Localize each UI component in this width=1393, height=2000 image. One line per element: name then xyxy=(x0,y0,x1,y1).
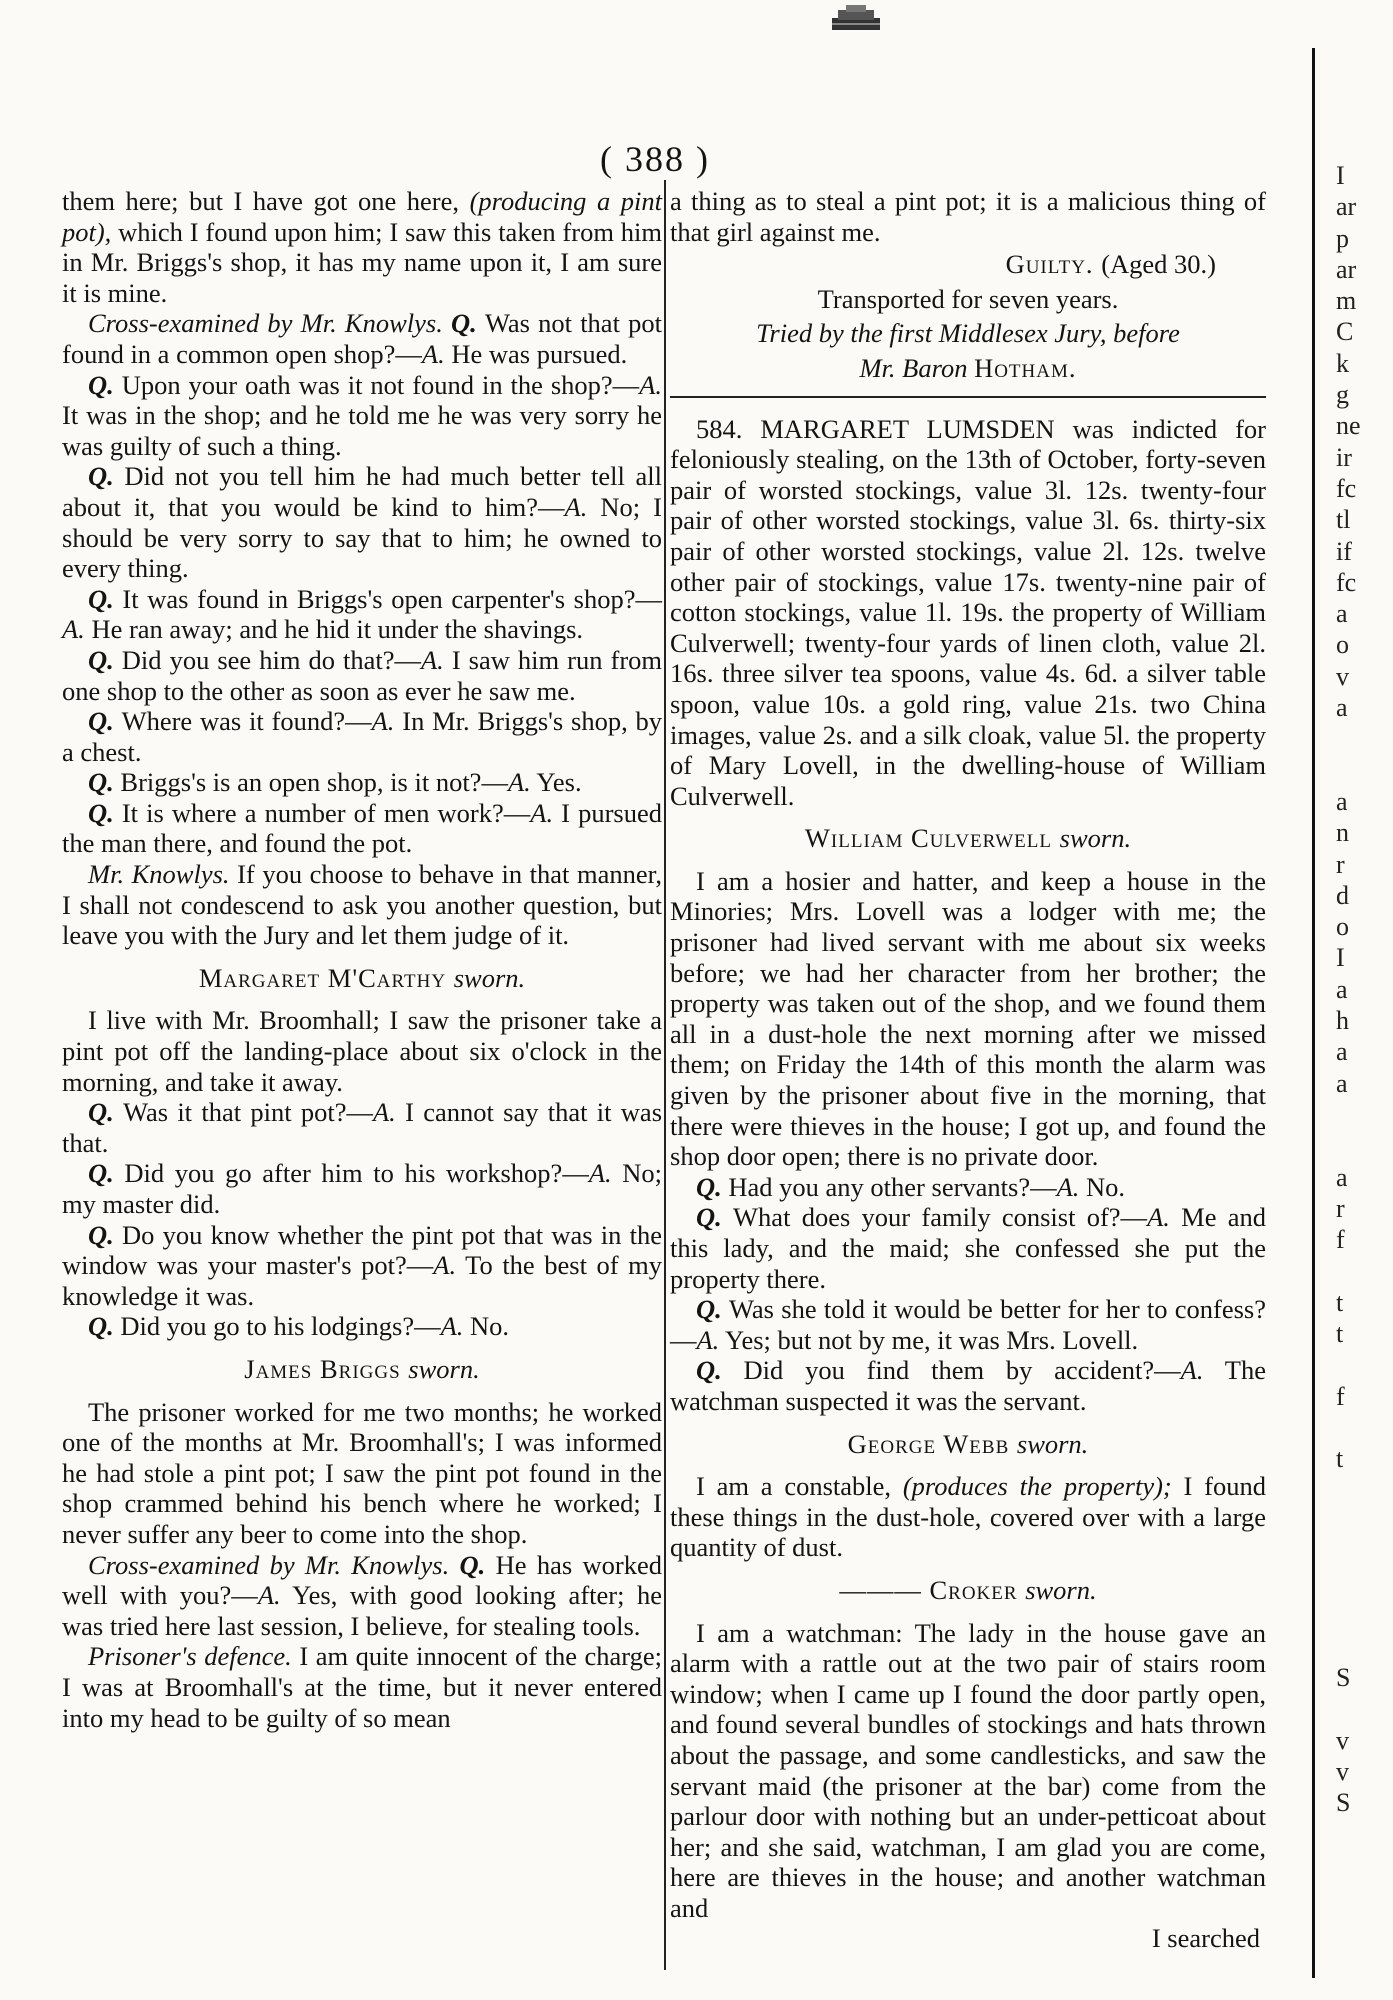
text-run: James Briggs xyxy=(244,1353,409,1384)
bleed-letter: fc xyxy=(1336,567,1357,597)
text-run: A. xyxy=(371,706,395,737)
text-run: I am a constable, xyxy=(696,1471,903,1502)
verdict xyxy=(670,249,1266,280)
bleed-letter xyxy=(1336,1255,1393,1286)
question-mark-label: Q. xyxy=(451,308,485,339)
text-run: (producing a pint pot), xyxy=(62,186,662,247)
text-run: 584. MARGARET LUMSDEN was indicted for feloniously stealing, on the 13th of October, forty-seven pair of worsted stockings, value 3l. 12s. twenty-four pair of other worsted stockings, value 3l. 6s. thirty-six pair of other worsted stockings, value 2l. 12s. twelve other pair of stockings, value 17s. twenty-nine pair of cotton stockings, value 1l. 19s. the property of William Culverwell; twenty-four yards of linen cloth, value 2l. 16s. three silver tea spoons, value 4s. 6d. a silver table spoon, value 10s. a gold ring, value 21s. two China images, value 2s. and a silk cloak, value 5l. the property of Mary Lovell, in the dwelling-house of William Culverwell. xyxy=(670,413,1266,811)
text-run: He was pursued. xyxy=(444,338,628,369)
text-run: I am quite innocent of the charge; I was at Broomhall's at the time, but it never entered into my head to be guilty of so mean xyxy=(62,1641,662,1733)
bleed-letter: v xyxy=(1336,1725,1349,1755)
paragraph xyxy=(62,1397,662,1550)
bleed-letter: t xyxy=(1336,1444,1344,1474)
paragraph xyxy=(670,1618,1266,1924)
text-run: A. xyxy=(62,614,85,645)
bleed-letter: a xyxy=(1336,599,1348,629)
text-run: A. xyxy=(696,1324,720,1355)
text-run: It was found in Briggs's open carpenter's shop?— xyxy=(122,583,662,614)
paragraph xyxy=(62,1097,662,1158)
bleed-letter: I xyxy=(1336,943,1345,973)
witness-heading xyxy=(62,963,662,994)
bleed-letter: a xyxy=(1336,1068,1348,1098)
bleed-letter: if xyxy=(1336,536,1352,566)
bleed-letter xyxy=(1336,723,1393,754)
paragraph xyxy=(62,308,662,369)
text-run: Guilty. xyxy=(1005,249,1102,280)
question-mark-label: Q. xyxy=(88,461,125,492)
text-run: sworn. xyxy=(1025,1574,1097,1605)
text-run: He has worked well with you?— xyxy=(62,1549,662,1611)
paragraph xyxy=(62,767,662,798)
text-run: Cross-examined by Mr. Knowlys. xyxy=(88,1549,460,1580)
text-run: I am a watchman: The lady in the house gave an alarm with a rattle out at the two pair of stairs room window; when I came up I found the door partly open, and found several bundles of stockings and hats thrown about the passage, and some candlesticks, and saw the servant maid (the prisoner at the bar) come from the parlour door with nothing but an under-petticoat about her; and she said, watchman, I am glad you are come, here are thieves in the house; and another watchman and xyxy=(670,1617,1266,1923)
bleed-letter: a xyxy=(1336,1037,1348,1067)
text-run: Briggs's is an open shop, is it not?— xyxy=(120,767,508,798)
text-run: A. xyxy=(507,767,531,798)
text-run: Did you find them by accident?— xyxy=(743,1355,1181,1386)
bleed-letter: a xyxy=(1336,1162,1348,1192)
text-run: them here; but I have got one here, xyxy=(62,186,470,216)
bleed-letter: f xyxy=(1336,1225,1345,1255)
bleed-letter xyxy=(1336,1600,1393,1631)
bleed-letter xyxy=(1336,1130,1393,1161)
text-run: A. xyxy=(440,1311,464,1342)
paragraph xyxy=(670,414,1266,812)
paragraph xyxy=(62,1311,662,1342)
text-run: No; my master did. xyxy=(62,1158,663,1219)
bleed-letter xyxy=(1336,1694,1393,1725)
bleed-letter xyxy=(1336,755,1393,786)
text-run: What does your family consist of?— xyxy=(733,1202,1148,1233)
text-run: sworn. xyxy=(1059,823,1132,854)
centered-line xyxy=(670,284,1266,315)
bleed-letter: f xyxy=(1336,1381,1345,1411)
text-run: No; I should be very sorry to say that to him; he owned to every thing. xyxy=(62,491,663,584)
text-run: Me and this lady, and the maid; she confessed she put the property there. xyxy=(670,1202,1267,1294)
bleed-letter: fc xyxy=(1336,473,1357,503)
text-run: Was she told it would be better for her to confess?— xyxy=(670,1294,1266,1355)
question-mark-label: Q. xyxy=(696,1294,730,1325)
question-mark-label: Q. xyxy=(88,644,122,675)
text-run: Was it that pint pot?— xyxy=(123,1097,373,1128)
paragraph xyxy=(62,1641,662,1733)
paragraph xyxy=(62,1220,662,1312)
text-run: sworn. xyxy=(453,962,526,993)
question-mark-label: Q. xyxy=(88,583,123,614)
text-run: A. xyxy=(564,491,588,522)
text-run: It is where a number of men work?— xyxy=(121,797,531,828)
text-run: Hotham. xyxy=(974,352,1077,383)
paragraph xyxy=(670,1294,1266,1355)
paragraph xyxy=(62,706,662,767)
bleed-letter xyxy=(1336,1537,1393,1568)
bleed-letter: n xyxy=(1336,818,1349,848)
text-run: which I found upon him; I saw this taken from him in Mr. Briggs's shop, it has my name upon it, I am sure it is mine. xyxy=(62,216,662,308)
bleed-letter: d xyxy=(1336,880,1349,910)
text-run: a thing as to steal a pint pot; it is a malicious thing of that girl against me. xyxy=(670,186,1266,247)
bleed-letter: C xyxy=(1336,317,1354,347)
bleed-letter: ar xyxy=(1336,254,1357,284)
text-run: Transported for seven years. xyxy=(817,283,1119,314)
text-run: A. xyxy=(420,644,444,675)
paragraph xyxy=(670,1355,1266,1416)
bleed-letter: g xyxy=(1336,380,1349,410)
question-mark-label: Q. xyxy=(696,1171,729,1202)
question-mark-label: Q. xyxy=(88,767,121,798)
bleed-letter: r xyxy=(1336,849,1345,879)
paragraph xyxy=(62,186,662,308)
paragraph xyxy=(62,1158,662,1219)
left-column xyxy=(62,186,662,1733)
question-mark-label: Q. xyxy=(88,706,122,737)
text-run: Do you know whether the pint pot that was in the window was your master's pot?— xyxy=(62,1219,663,1281)
text-run: I saw him run from one shop to the other as soon as ever he saw me. xyxy=(62,644,663,706)
bleed-letter: p xyxy=(1336,223,1349,253)
text-run: A. xyxy=(530,797,554,828)
text-run: A. xyxy=(373,1097,396,1128)
paragraph xyxy=(62,798,662,859)
text-run: (produces the property); xyxy=(902,1471,1172,1502)
witness-heading xyxy=(670,823,1266,854)
paragraph xyxy=(670,866,1266,1172)
paragraph xyxy=(62,1550,662,1642)
text-run: Where was it found?— xyxy=(121,706,372,737)
text-run: The prisoner worked for me two months; he worked one of the months at Mr. Broomhall's; I was informed he had stole a pint pot; I saw the pint pot found in the shop crammed behind his bench where he worked; I never suffer any beer to come into the shop. xyxy=(62,1396,662,1549)
bleed-letter xyxy=(1336,1631,1393,1662)
bleed-letter: t xyxy=(1336,1318,1344,1348)
text-run: Yes; but not by me, it was Mrs. Lovell. xyxy=(719,1324,1139,1355)
question-mark-label: Q. xyxy=(696,1355,744,1386)
bleed-letter: t xyxy=(1336,1287,1344,1317)
text-run: Did not you tell him he had much better tell all about it, that you would be kind to him?— xyxy=(62,461,663,522)
bleed-letter xyxy=(1336,1568,1393,1599)
text-run: (Aged 30.) xyxy=(1101,249,1216,280)
paragraph xyxy=(670,1172,1266,1203)
ornament-icon xyxy=(826,4,886,32)
text-run: No. xyxy=(1079,1171,1126,1202)
bleed-letter: m xyxy=(1336,286,1357,316)
bleed-letter: ne xyxy=(1336,411,1361,441)
bleed-letter: a xyxy=(1336,974,1348,1004)
paragraph xyxy=(670,1202,1266,1294)
text-run: He ran away; and he hid it under the shavings. xyxy=(84,614,584,645)
text-run: Cross-examined by Mr. Knowlys. xyxy=(88,308,452,339)
text-run: The watchman suspected it was the servant. xyxy=(670,1355,1266,1416)
bleed-letter: tl xyxy=(1336,505,1351,535)
text-run: Upon your oath was it not found in the shop?— xyxy=(121,369,640,400)
text-run: A. xyxy=(257,1580,281,1611)
question-mark-label: Q. xyxy=(88,797,122,828)
catchword xyxy=(670,1923,1266,1954)
text-run: William Culverwell xyxy=(804,823,1060,854)
bleed-letter: ar xyxy=(1336,192,1357,222)
text-run: A. xyxy=(639,369,662,400)
paragraph xyxy=(62,370,662,462)
text-run: It was in the shop; and he told me he was very sorry he was guilty of such a thing. xyxy=(62,400,662,461)
text-run: sworn. xyxy=(408,1353,480,1384)
page-edge xyxy=(1312,48,1315,1978)
text-run: sworn. xyxy=(1016,1428,1089,1459)
bleed-letter: a xyxy=(1336,786,1348,816)
text-run: Mr. Knowlys. xyxy=(88,859,238,890)
text-run: George Webb xyxy=(847,1428,1017,1459)
text-run: ——— Croker xyxy=(839,1574,1026,1605)
text-run: I live with Mr. Broomhall; I saw the prisoner take a pint pot off the landing-place about six o'clock in the morning, and take it away. xyxy=(62,1005,662,1097)
text-run: I searched xyxy=(1151,1923,1260,1954)
text-run: I cannot say that it was that. xyxy=(62,1097,663,1158)
bleed-letter: a xyxy=(1336,693,1348,723)
paragraph xyxy=(62,584,662,645)
text-run: Yes. xyxy=(530,767,582,798)
adjacent-page-bleed xyxy=(1336,160,1393,1819)
text-run: Did you go after him to his workshop?— xyxy=(124,1158,589,1189)
bleed-letter: k xyxy=(1336,348,1349,378)
witness-heading xyxy=(670,1575,1266,1606)
centered-line xyxy=(670,318,1266,349)
centered-line xyxy=(670,353,1266,384)
page-number: ( 388 ) xyxy=(600,139,710,179)
bleed-letter xyxy=(1336,1412,1393,1443)
bleed-letter: S xyxy=(1336,1788,1351,1818)
text-run: To the best of my knowledge it was. xyxy=(62,1250,663,1311)
bleed-letter: h xyxy=(1336,1006,1349,1036)
text-run: Was not that pot found in a common open shop?— xyxy=(62,308,662,369)
question-mark-label: Q. xyxy=(696,1202,734,1233)
question-mark-label: Q. xyxy=(88,1311,121,1342)
text-run: Mr. Baron xyxy=(859,352,975,383)
bleed-letter: ir xyxy=(1336,442,1352,472)
text-run: If you choose to behave in that manner, I shall not condescend to ask you another question, but leave you with the Jury and let them judge of it. xyxy=(62,859,662,951)
paragraph xyxy=(62,461,662,583)
text-run: A. xyxy=(1056,1171,1080,1202)
bleed-letter: r xyxy=(1336,1193,1345,1223)
text-run: I found these things in the dust-hole, covered over with a large quantity of dust. xyxy=(670,1471,1266,1563)
question-mark-label: Q. xyxy=(459,1549,496,1580)
text-run: I pursued the man there, and found the pot. xyxy=(62,797,662,859)
right-column xyxy=(670,186,1266,1954)
bleed-letter: v xyxy=(1336,1757,1349,1787)
text-run: Margaret M'Carthy xyxy=(198,962,454,993)
bleed-letter: S xyxy=(1336,1663,1351,1693)
text-run: I am a hosier and hatter, and keep a house in the Minories; Mrs. Lovell was a lodger with me; the prisoner had lived servant with me about six weeks before; we had her character from her brother; the property was taken out of the shop, and we found them all in a dust-hole the next morning after we missed them; on Friday the 14th of this month the alarm was given by the prisoner about five in the morning, that there were thieves in the house; I got up, and found the shop door open; there is no private door. xyxy=(670,865,1266,1172)
bleed-letter: v xyxy=(1336,661,1349,691)
text-run: Tried by the first Middlesex Jury, before xyxy=(756,318,1180,349)
text-run: A. xyxy=(588,1158,612,1189)
witness-heading xyxy=(62,1354,662,1385)
text-run: A. xyxy=(1147,1202,1170,1233)
text-run: In Mr. Briggs's shop, by a chest. xyxy=(62,706,663,767)
text-run: A. xyxy=(1180,1355,1204,1386)
paragraph xyxy=(62,1005,662,1097)
column-divider xyxy=(664,180,666,1970)
text-run: A. xyxy=(433,1250,457,1281)
question-mark-label: Q. xyxy=(88,1097,124,1128)
bleed-letter: I xyxy=(1336,161,1345,190)
text-run: Did you see him do that?— xyxy=(121,644,421,675)
paragraph xyxy=(670,186,1266,247)
witness-heading xyxy=(670,1429,1266,1460)
text-run: Did you go to his lodgings?— xyxy=(120,1311,441,1342)
section-rule xyxy=(670,396,1266,398)
question-mark-label: Q. xyxy=(88,1158,125,1189)
bleed-letter: o xyxy=(1336,630,1349,660)
text-run: Prisoner's defence. xyxy=(88,1641,300,1672)
bleed-letter: o xyxy=(1336,912,1349,942)
text-run: A. xyxy=(421,338,445,369)
text-run: Yes, with good looking after; he was tried here last session, I believe, for stealing tools. xyxy=(62,1580,662,1641)
text-run: Had you any other servants?— xyxy=(728,1171,1057,1202)
bleed-letter xyxy=(1336,1349,1393,1380)
bleed-letter xyxy=(1336,1099,1393,1130)
question-mark-label: Q. xyxy=(88,1219,122,1250)
bleed-letter xyxy=(1336,1506,1393,1537)
text-run: No. xyxy=(463,1311,510,1342)
paragraph xyxy=(62,859,662,951)
question-mark-label: Q. xyxy=(88,369,122,400)
paragraph xyxy=(62,645,662,706)
paragraph xyxy=(670,1471,1266,1563)
bleed-letter xyxy=(1336,1474,1393,1505)
